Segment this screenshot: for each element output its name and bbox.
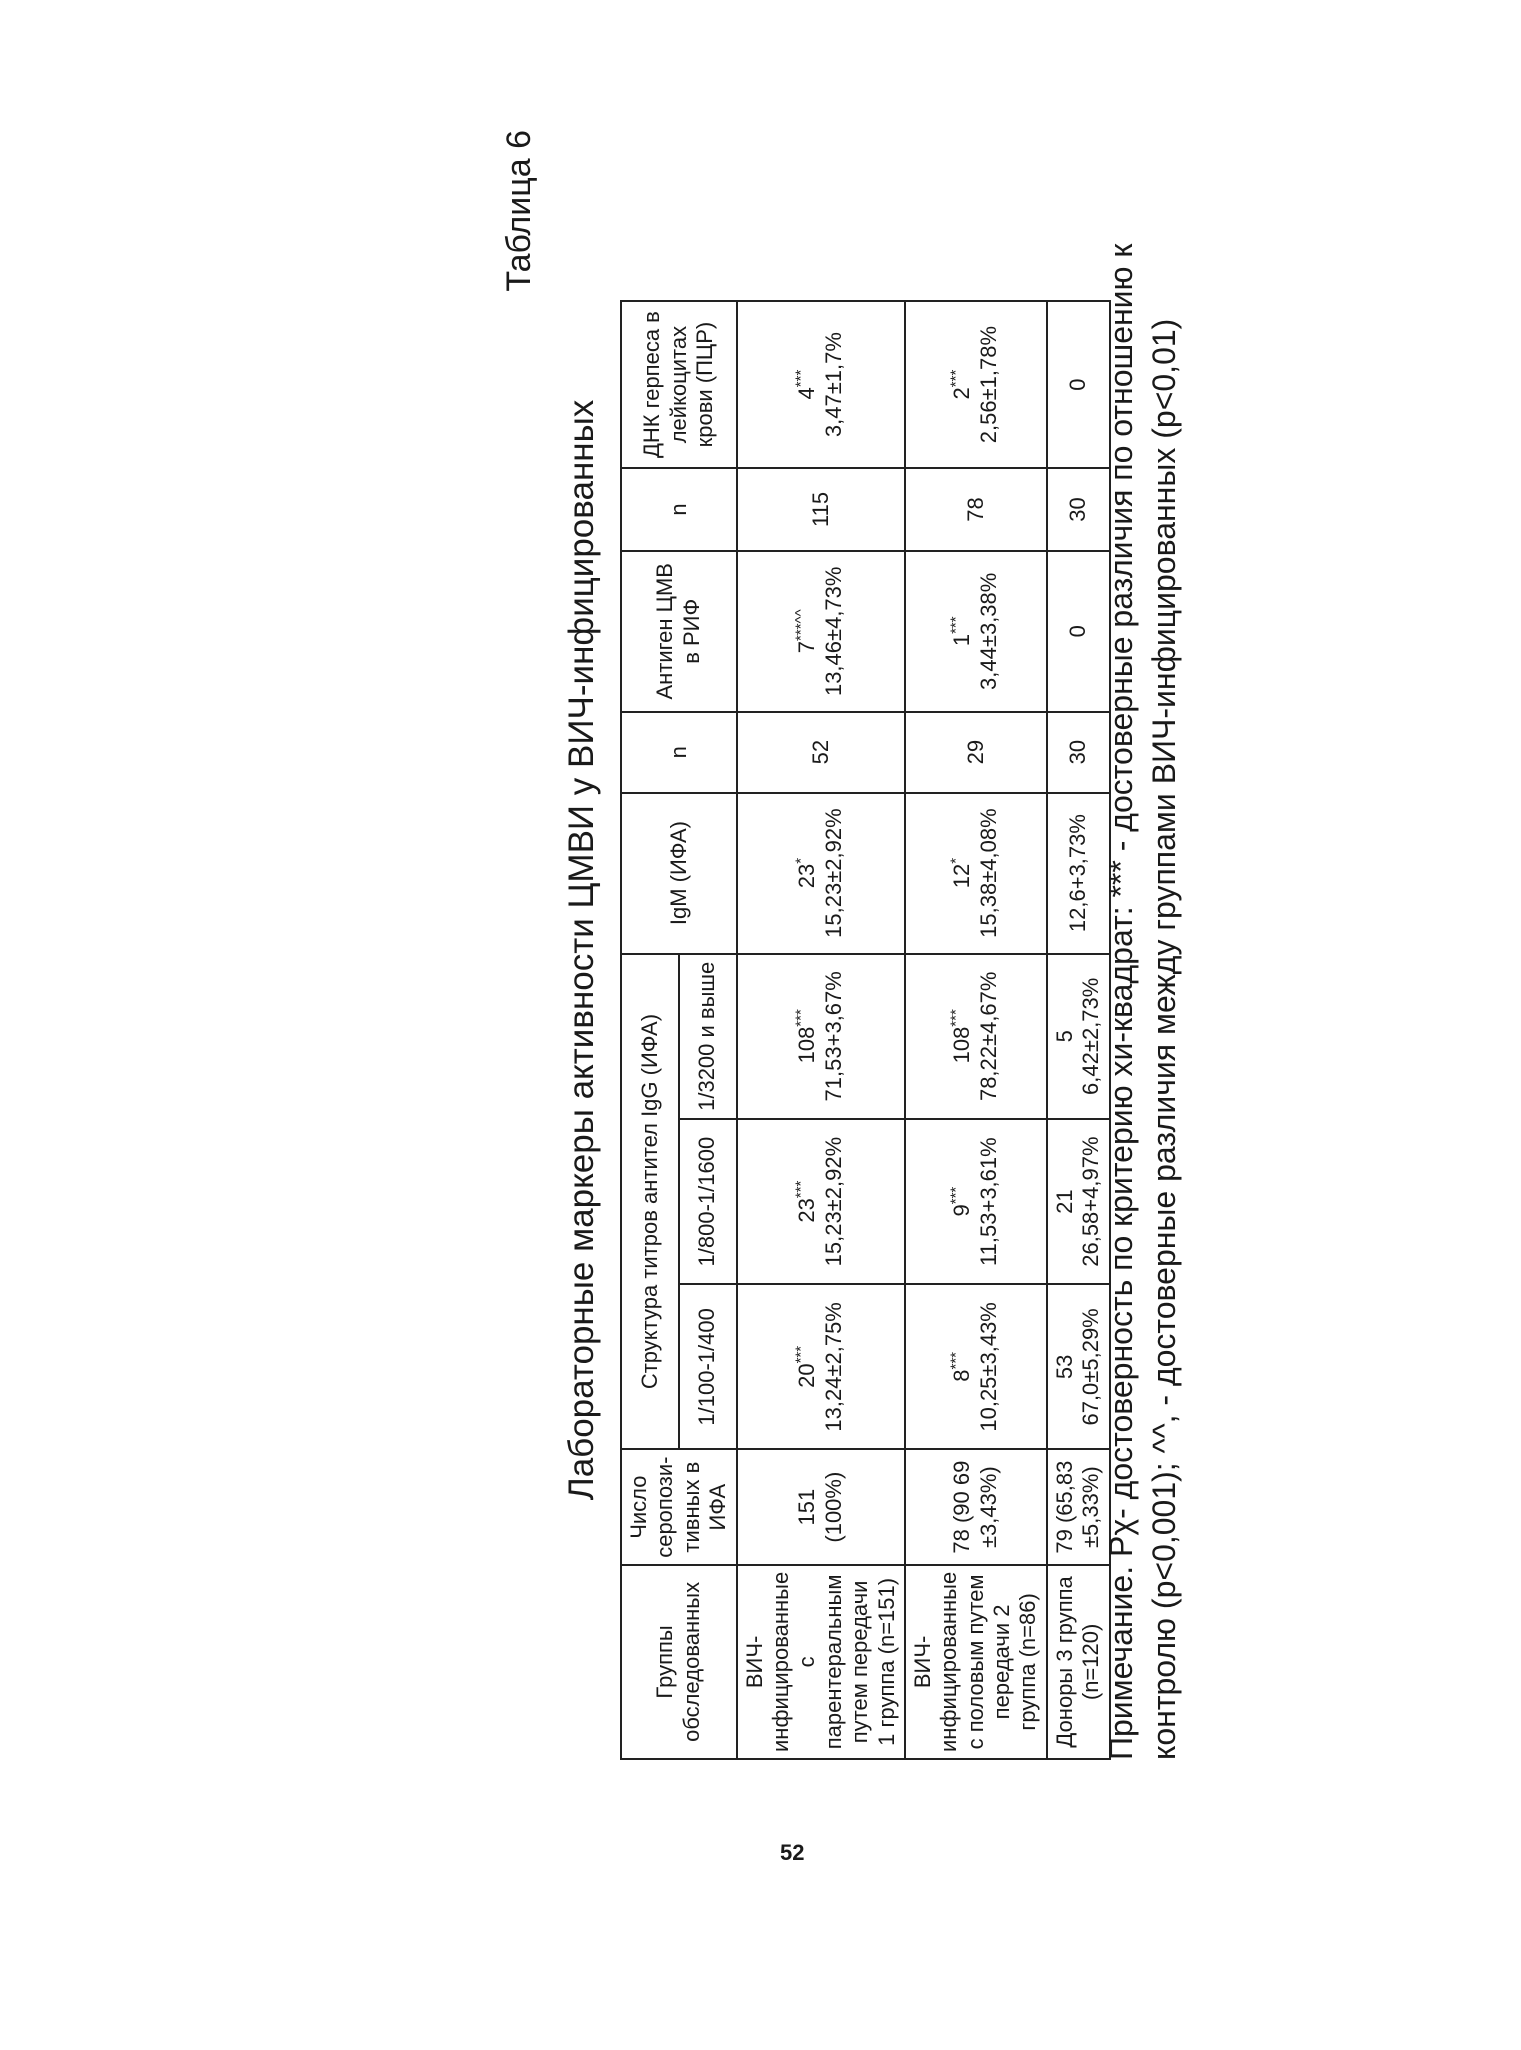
titer-3-cell — [737, 954, 905, 1119]
dna-cell — [737, 301, 905, 468]
header-groups: Группы обследованных — [621, 1565, 737, 1759]
significance-mark: *** — [793, 1180, 811, 1199]
antigen-cell — [737, 551, 905, 712]
n2-cell: 115 — [737, 468, 905, 551]
n1-cell: 52 — [737, 712, 905, 793]
percent: 3,44±3,38% — [975, 572, 1001, 690]
header-titer-1: 1/100-1/400 — [679, 1284, 737, 1449]
rotated-page-content — [500, 90, 1320, 1810]
header-row-1 — [621, 301, 679, 1759]
count: 1 — [949, 633, 975, 647]
antigen-cell — [905, 551, 1047, 712]
count: 4 — [794, 387, 820, 400]
count: 23 — [794, 1198, 820, 1223]
percent: 11,53+3,61% — [975, 1137, 1001, 1266]
percent: 67,0±5,29% — [1078, 1308, 1104, 1426]
titer-2-cell — [905, 1119, 1047, 1284]
significance-mark: *** — [793, 1009, 811, 1027]
seropositive-cell: 78 (90 69 ±3,43%) — [905, 1449, 1047, 1564]
count: 21 — [1051, 1189, 1077, 1214]
percent: 12,6+3,73% — [1065, 814, 1091, 933]
percent: 3,47±1,7% — [820, 332, 846, 438]
significance-mark: *** — [793, 1345, 811, 1364]
group-cell: ВИЧ-инфицированные с половым путем передачи 2 группа (n=86) — [905, 1565, 1047, 1759]
percent: 15,23±2,92% — [820, 808, 846, 938]
count: 8 — [949, 1369, 975, 1382]
count: 0 — [1065, 378, 1091, 391]
percent: 26,58+4,97% — [1078, 1136, 1104, 1267]
percent: 13,24±2,75% — [820, 1302, 846, 1432]
significance-mark: *** — [948, 616, 966, 634]
n1-cell: 30 — [1047, 712, 1110, 793]
percent: 10,25±3,43% — [975, 1302, 1001, 1432]
header-n1: n — [621, 712, 737, 793]
n2-cell: 30 — [1047, 468, 1110, 551]
count: 5 — [1051, 1030, 1077, 1043]
seropositive-cell: 151 (100%) — [737, 1449, 905, 1564]
count: 53 — [1051, 1354, 1077, 1380]
significance-mark: * — [948, 857, 966, 864]
percent: 15,23±2,92% — [820, 1136, 846, 1267]
count: 108 — [949, 1026, 975, 1064]
igm-cell — [905, 793, 1047, 954]
titer-1-cell — [737, 1284, 905, 1449]
percent: 78,22±4,67% — [975, 971, 1001, 1102]
count: 12 — [949, 863, 975, 889]
table-footnote: Примечание. Рχ- достоверность по критерию хи-квадрат: *** - достоверные различия по отношению к контролю (р<0,001); ^^, - достоверные различия между группами ВИЧ-инфицированных (р<0,01) — [1103, 243, 1183, 1760]
header-antigen: Антиген ЦМВ в РИФ — [621, 551, 737, 712]
count: 20 — [794, 1363, 820, 1388]
table-title: Лабораторные маркеры активности ЦМВИ у ВИЧ-инфицированных — [562, 399, 601, 1501]
cmv-markers-table — [620, 300, 1111, 1760]
percent: 13,46±4,73% — [820, 566, 846, 697]
percent: 15,38±4,08% — [975, 808, 1001, 938]
igm-cell — [737, 793, 905, 954]
percent: 6,42±2,73% — [1078, 977, 1104, 1095]
dna-cell — [905, 301, 1047, 468]
header-titer-2: 1/800-1/1600 — [679, 1119, 737, 1284]
significance-mark: * — [793, 857, 811, 864]
group-cell: Доноры 3 группа (n=120) — [1047, 1565, 1110, 1759]
titer-2-cell — [737, 1119, 905, 1284]
table-caption: Таблица 6 — [500, 130, 538, 292]
n1-cell: 29 — [905, 712, 1047, 793]
header-igg-structure: Структура титров антител IgG (ИФА) — [621, 954, 679, 1450]
significance-mark: *** — [793, 369, 811, 388]
header-n2: n — [621, 468, 737, 551]
count: 2 — [949, 387, 975, 400]
header-titer-3: 1/3200 и выше — [679, 954, 737, 1119]
header-igm: IgM (ИФА) — [621, 793, 737, 954]
significance-mark: *** — [948, 369, 966, 388]
header-seropositive: Число серопози-тивных в ИФА — [621, 1449, 737, 1564]
titer-1-cell — [905, 1284, 1047, 1449]
count: 108 — [794, 1026, 820, 1064]
table-row — [737, 301, 905, 1759]
group-cell: ВИЧ-инфицированные с парентеральным путем передачи 1 группа (n=151) — [737, 1565, 905, 1759]
percent: 2,56±1,78% — [975, 325, 1001, 444]
count: 7 — [794, 640, 820, 654]
count: 9 — [949, 1204, 975, 1217]
percent: 71,53+3,67% — [820, 971, 846, 1102]
header-dna: ДНК герпеса в лейкоцитах крови (ПЦР) — [621, 301, 737, 468]
significance-mark: *** — [948, 1186, 966, 1205]
count: 0 — [1065, 625, 1091, 638]
count: 23 — [794, 863, 820, 889]
titer-3-cell — [905, 954, 1047, 1119]
page-number: 52 — [780, 1840, 805, 1865]
significance-mark: *** — [948, 1352, 966, 1370]
significance-mark: ***^^ — [793, 609, 811, 641]
table-row — [905, 301, 1047, 1759]
n2-cell: 78 — [905, 468, 1047, 551]
seropositive-cell: 79 (65,83 ±5,33%) — [1047, 1449, 1110, 1564]
significance-mark: *** — [948, 1009, 966, 1027]
